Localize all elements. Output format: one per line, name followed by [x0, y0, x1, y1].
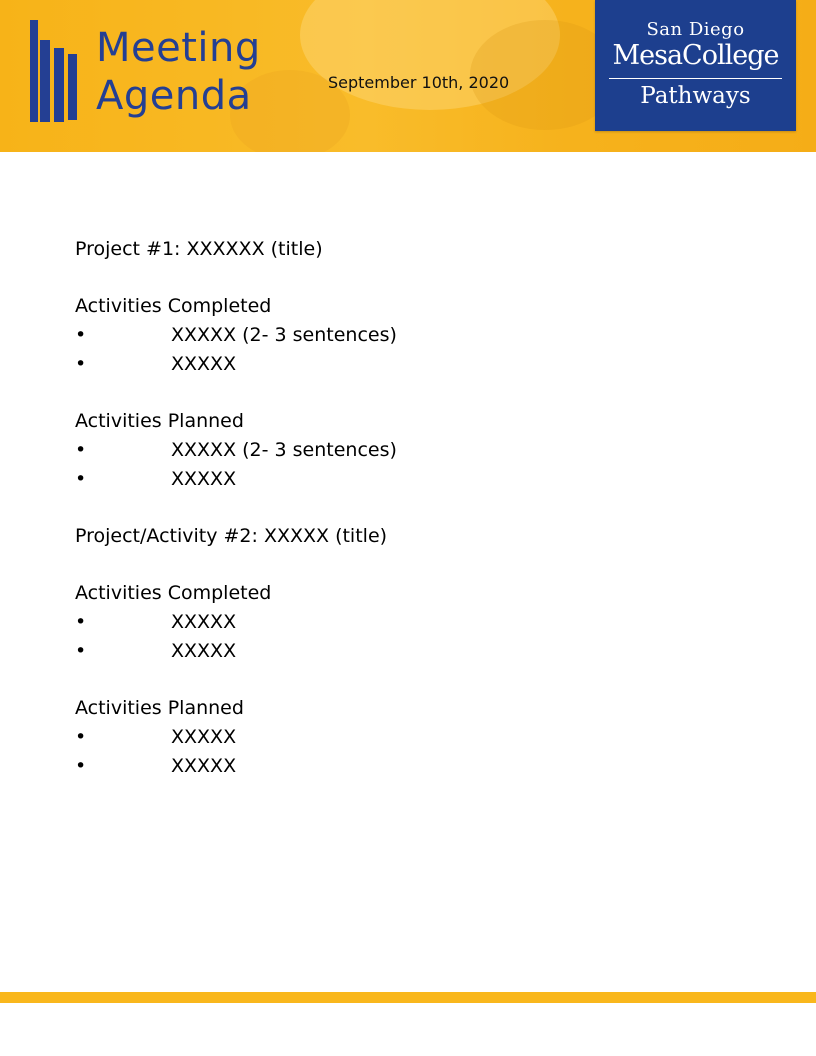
- project1-planned-heading: Activities Planned: [75, 410, 244, 432]
- list-item: [75, 465, 725, 494]
- college-name-line1: San Diego: [646, 19, 745, 40]
- college-logo-badge: [595, 0, 796, 131]
- title-line-agenda: Agenda: [96, 73, 252, 119]
- college-name-line2: MesaCollege: [612, 40, 779, 71]
- bullet: •: [75, 468, 87, 490]
- list-item: [75, 752, 725, 781]
- list-item-text: XXXXX: [171, 726, 237, 748]
- bullet: •: [75, 439, 87, 461]
- list-item-text: XXXXX (2- 3 sentences): [171, 439, 397, 461]
- bullet: •: [75, 353, 87, 375]
- project1-title: Project #1: XXXXXX (title): [75, 238, 323, 260]
- meeting-date: September 10th, 2020: [328, 73, 510, 92]
- building-bars-icon: [30, 20, 80, 122]
- list-item: [75, 350, 725, 379]
- bullet: •: [75, 640, 87, 662]
- list-item-text: XXXXX (2- 3 sentences): [171, 324, 397, 346]
- list-item: [75, 321, 725, 350]
- list-item: [75, 608, 725, 637]
- pathways-label: Pathways: [640, 83, 751, 109]
- bullet: •: [75, 755, 87, 777]
- list-item-text: XXXXX: [171, 611, 237, 633]
- project1-completed-heading: Activities Completed: [75, 295, 272, 317]
- project2-completed-heading: Activities Completed: [75, 582, 272, 604]
- list-item-text: XXXXX: [171, 353, 237, 375]
- list-item-text: XXXXX: [171, 755, 237, 777]
- list-item: [75, 723, 725, 752]
- meeting-agenda-title: [96, 24, 261, 120]
- bullet: •: [75, 611, 87, 633]
- badge-divider: [609, 78, 782, 79]
- list-item: [75, 637, 725, 666]
- project2-title: Project/Activity #2: XXXXX (title): [75, 525, 388, 547]
- title-line-meeting: Meeting: [96, 25, 261, 71]
- bullet: •: [75, 324, 87, 346]
- list-item: [75, 436, 725, 465]
- list-item-text: XXXXX: [171, 468, 237, 490]
- project2-planned-heading: Activities Planned: [75, 697, 244, 719]
- agenda-body: [75, 235, 725, 781]
- list-item-text: XXXXX: [171, 640, 237, 662]
- footer-bar: [0, 992, 816, 1003]
- bullet: •: [75, 726, 87, 748]
